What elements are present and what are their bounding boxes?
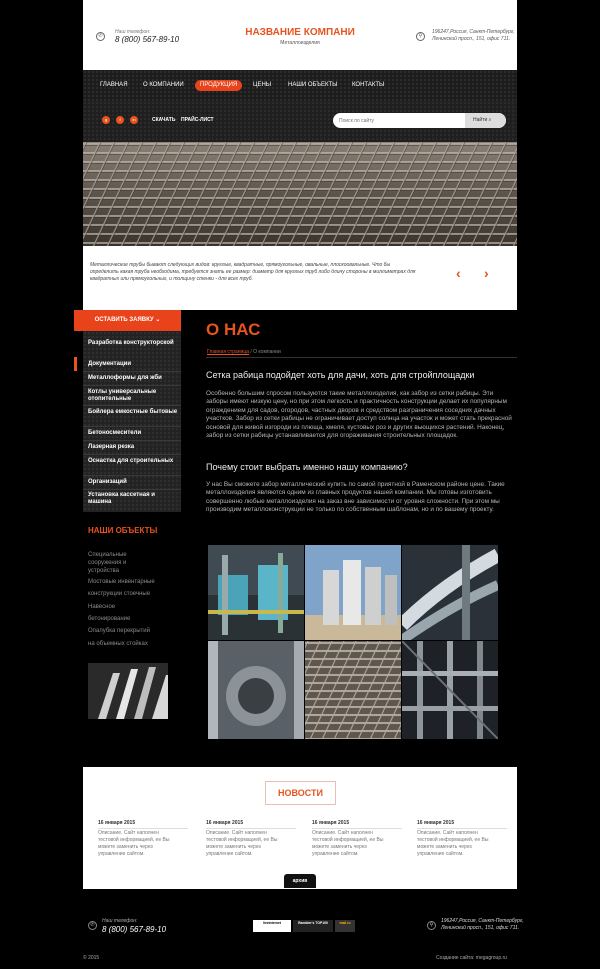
news-date: 16 января 2015	[312, 820, 350, 826]
footer-phone-label: Наш телефон:	[102, 918, 138, 924]
banner-prev-arrow-icon[interactable]: ‹	[456, 265, 461, 281]
news-text[interactable]: Описание. Сайт наполнен тестовой информацией, ее Вы можете заменить через управление сайтом.	[98, 830, 170, 857]
sidebar-item-tanks[interactable]: Бойлера емкостные бытовые	[88, 409, 178, 415]
object-link[interactable]: Опалубка перекрытий	[88, 628, 151, 634]
news-divider	[98, 828, 188, 829]
news-date: 16 января 2015	[417, 820, 455, 826]
company-name[interactable]: НАЗВАНИЕ КОМПАНИ	[245, 27, 355, 38]
order-button-label: ОСТАВИТЬ ЗАЯВКУ	[94, 317, 154, 323]
steel-profiles-image	[88, 663, 168, 719]
sidebar-divider	[83, 385, 181, 386]
address-line-1: 196247,Россия, Санкт-Петербург,	[432, 29, 515, 35]
sidebar-item-design[interactable]: Разработка конструкторской	[88, 340, 174, 346]
paragraph-mesh: Особенно большим спросом пользуются такие металлоизделия, как забор из сетки рабицы. Эти заборы имеют низкую цену, но при этом легкость и практичность конструкции делает их популярным ограждением для садов, огородов, частных дворов и средством разграничения соседних дачных участков. Забор из сетки рабицы не ограничивает доступ солнца на участок и может стать прекрасной основой для живой изгороди из плюща, хмеля, кустовых роз и других вьющихся растений. Наконец, забор из сетки рабицы устанавливается для огораживания строительных площадок.	[206, 390, 512, 440]
location-icon: ⚲	[416, 32, 425, 41]
nav-objects[interactable]: НАШИ ОБЪЕКТЫ	[288, 82, 338, 88]
sidebar-divider	[83, 426, 181, 427]
object-link[interactable]: Мостовые инвентарные	[88, 579, 155, 585]
search-input[interactable]	[333, 113, 463, 128]
object-link[interactable]: бетонирование	[88, 616, 131, 622]
sidebar-divider	[83, 475, 181, 476]
order-button[interactable]	[74, 310, 181, 331]
news-date: 16 января 2015	[206, 820, 244, 826]
facebook-icon[interactable]: f	[116, 116, 124, 124]
divider	[206, 357, 517, 358]
company-tagline: Металлоизделия	[280, 40, 320, 46]
counter-rambler[interactable]: Rambler's TOP100	[293, 920, 333, 932]
copyright: © 2015	[83, 955, 100, 961]
object-link[interactable]: сооружения и	[88, 560, 127, 566]
news-text[interactable]: Описание. Сайт наполнен тестовой информацией, ее Вы можете заменить через управление сайтом.	[417, 830, 489, 857]
heading-mesh: Сетка рабица подойдет хоть для дачи, хоть для стройплощадки	[206, 370, 475, 380]
sidebar-divider	[83, 405, 181, 406]
header-phone[interactable]: 8 (800) 567-89-10	[115, 35, 180, 44]
archive-button[interactable]: архив	[284, 874, 316, 888]
search-icon: ⌕	[488, 117, 492, 123]
sidebar-item-cassette[interactable]: Установка кассетная и машина	[88, 492, 155, 505]
news-title: НОВОСТИ	[265, 781, 336, 805]
object-link[interactable]: Навесное	[88, 604, 116, 610]
nav-home[interactable]: ГЛАВНАЯ	[100, 82, 128, 88]
photo-industrial-plant	[208, 545, 304, 640]
address-line-2: Ленинский просп., 151, офис 711.	[432, 36, 511, 42]
footer-address-line-2: Ленинский просп., 151, офис 711.	[441, 925, 520, 931]
google-icon[interactable]: g	[102, 116, 110, 124]
breadcrumb-home[interactable]: Главная страница	[207, 349, 249, 355]
counter-liveinternet[interactable]: liveinternet	[253, 920, 291, 932]
footer-location-icon: ⚲	[427, 921, 436, 930]
photo-tunnel	[208, 641, 304, 739]
sidebar-divider	[83, 440, 181, 441]
banner-image	[83, 142, 517, 246]
site-credit[interactable]: Создание сайта: megagroup.ru	[436, 955, 507, 961]
footer-phone-icon: ✆	[88, 921, 97, 930]
paragraph-why-us: У нас Вы сможете забор металлический купить по самой приятной в Раменском районе цене. Такие металлоизделия являются одним из главных продуктов нашей компании. Мы готовы изготовить совершенно любые металлоизделия на заказ вне зависимости от уровня сложности. При этом мы производим металлоконструкции не только по собственным шаблонам, но и по вашему проекту.	[206, 481, 505, 514]
photo-steel-structure	[402, 641, 498, 739]
sidebar-item-mixers[interactable]: Бетоносмесители	[88, 430, 142, 436]
footer-address-line-1: 196247,Россия, Санкт-Петербург,	[441, 918, 524, 924]
sidebar-item-molds[interactable]: Металлоформы для жби	[88, 375, 162, 381]
photo-pipes	[402, 545, 498, 640]
linkedin-icon[interactable]: in	[130, 116, 138, 124]
sidebar-divider	[83, 489, 181, 490]
nav-products[interactable]: ПРОДУКЦИЯ	[195, 80, 242, 91]
footer-phone[interactable]: 8 (800) 567-89-10	[102, 925, 167, 934]
sidebar-item-docs[interactable]: Документации	[88, 361, 132, 367]
header-address	[432, 29, 515, 43]
search-button-label: Найти	[473, 117, 488, 123]
news-divider	[417, 828, 507, 829]
object-link[interactable]: Специальные	[88, 552, 127, 558]
breadcrumb-separator: /	[250, 349, 252, 355]
sidebar-item-orgs[interactable]: Организаций	[88, 479, 127, 485]
nav-prices[interactable]: ЦЕНЫ	[253, 82, 272, 88]
breadcrumb-current: О компании	[253, 349, 281, 355]
banner-caption: Металлические трубы бывают следующих видов: круглые, квадратные, прямоугольные, овальные, плоскоовальные. Что бы определить какая труба необходима, требуется знать ее размер: диаметр для круглых труб либо длину стороны в миллиметрах для квадратных или прямоугольных, и толщину стенки - для всех труб.	[90, 262, 416, 282]
sidebar-item-laser[interactable]: Лазерная резка	[88, 444, 135, 450]
pricelist-link[interactable]: ПРАЙС-ЛИСТ	[181, 117, 214, 123]
download-link[interactable]: СКАЧАТЬ	[152, 117, 176, 123]
banner-next-arrow-icon[interactable]: ›	[484, 265, 489, 281]
active-marker	[74, 357, 77, 371]
search-button[interactable]	[465, 113, 506, 128]
sidebar-item-boilers[interactable]: Котлы универсальные отопительные	[88, 389, 157, 402]
object-link[interactable]: устройства	[88, 568, 119, 574]
nav-about[interactable]: О КОМПАНИИ	[143, 82, 184, 88]
objects-title: НАШИ ОБЪЕКТЫ	[88, 526, 158, 535]
news-date: 16 января 2015	[98, 820, 136, 826]
sidebar-divider	[83, 371, 181, 372]
footer-address	[441, 918, 524, 932]
page-title: О НАС	[206, 320, 261, 339]
news-text[interactable]: Описание. Сайт наполнен тестовой информацией, ее Вы можете заменить через управление сайтом.	[312, 830, 384, 857]
news-divider	[312, 828, 402, 829]
object-image[interactable]	[88, 663, 168, 719]
rebar-mesh-image	[83, 142, 517, 246]
object-link[interactable]: на объемных стойках	[88, 641, 148, 647]
news-divider	[206, 828, 296, 829]
sidebar-divider	[83, 454, 181, 455]
breadcrumb	[207, 349, 281, 355]
object-link[interactable]: конструкции стоечные	[88, 591, 151, 597]
photo-rebar	[305, 641, 401, 739]
counter-mailru[interactable]: mail.ru	[335, 920, 355, 932]
header-phone-label: Наш телефон:	[115, 29, 151, 35]
sidebar-item-tooling[interactable]: Оснастка для строительных	[88, 458, 174, 464]
heading-why-us: Почему стоит выбрать именно нашу компанию?	[206, 462, 408, 472]
nav-contacts[interactable]: КОНТАКТЫ	[352, 82, 385, 88]
news-text[interactable]: Описание. Сайт наполнен тестовой информацией, ее Вы можете заменить через управление сайтом.	[206, 830, 278, 857]
phone-icon: ✆	[96, 32, 105, 41]
chevron-down-icon: ⌄	[155, 317, 161, 323]
photo-silos	[305, 545, 401, 640]
